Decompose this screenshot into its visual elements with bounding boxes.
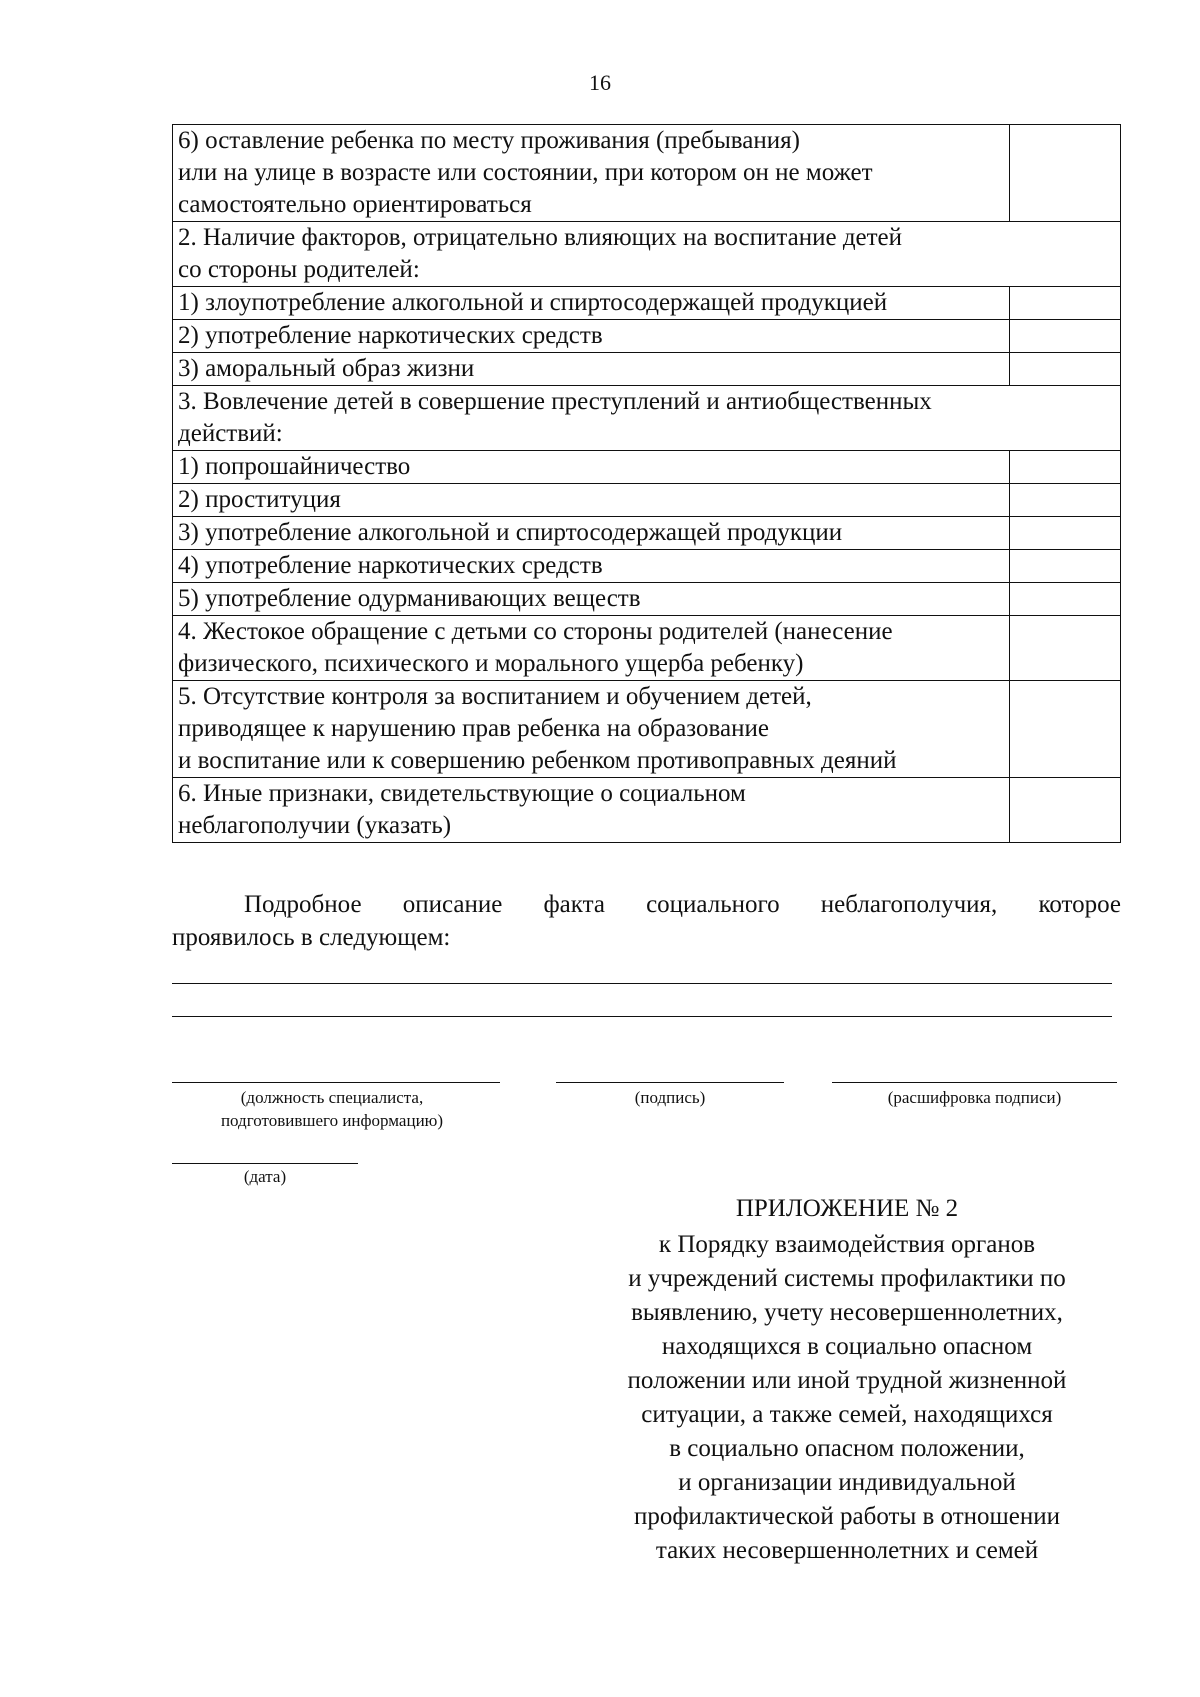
- table-row: [173, 616, 1121, 681]
- table-row: [173, 583, 1121, 616]
- description-line-2: проявилось в следующем:: [172, 924, 451, 951]
- criterion-cell: 3) употребление алкогольной и спиртосодержащей продукции: [173, 517, 1010, 550]
- table-row: [173, 320, 1121, 353]
- description-line-1: Подробное описание факта социального неблагополучия, которое: [244, 891, 1121, 918]
- mark-cell[interactable]: [1010, 353, 1121, 386]
- table-row: [173, 517, 1121, 550]
- criterion-cell: 5) употребление одурманивающих веществ: [173, 583, 1010, 616]
- criterion-cell: 4. Жестокое обращение с детьми со стороны родителей (нанесение физического, психического и морального ущерба ребенку): [173, 616, 1010, 681]
- signature-caption: (подпись): [634, 1088, 706, 1107]
- position-caption: (должность специалиста, подготовившего информацию): [220, 1088, 444, 1130]
- page-number: 16: [589, 70, 611, 95]
- table-row: [173, 353, 1121, 386]
- section-heading-cell: 3. Вовлечение детей в совершение преступлений и антиобщественных действий:: [173, 386, 1121, 451]
- table-row: [173, 386, 1121, 451]
- criterion-cell: 1) попрошайничество: [173, 451, 1010, 484]
- decoding-signature-line[interactable]: [832, 1082, 1117, 1083]
- criterion-cell: 4) употребление наркотических средств: [173, 550, 1010, 583]
- table-row: [173, 222, 1121, 287]
- table-row: [173, 451, 1121, 484]
- mark-cell[interactable]: [1010, 125, 1121, 222]
- table-row: [173, 484, 1121, 517]
- date-line[interactable]: [172, 1163, 358, 1164]
- criterion-cell: 2) употребление наркотических средств: [173, 320, 1010, 353]
- table-row: [173, 778, 1121, 843]
- fill-line-1[interactable]: [172, 983, 1112, 984]
- criterion-cell: 2) проституция: [173, 484, 1010, 517]
- decoding-caption: (расшифровка подписи): [887, 1088, 1062, 1107]
- criterion-cell: 6) оставление ребенка по месту проживания (пребывания) или на улице в возрасте или состоянии, при котором он не может самостоятельно ориентироваться: [173, 125, 1010, 222]
- mark-cell[interactable]: [1010, 616, 1121, 681]
- mark-cell[interactable]: [1010, 484, 1121, 517]
- mark-cell[interactable]: [1010, 583, 1121, 616]
- signature-line[interactable]: [556, 1082, 784, 1083]
- table-row: [173, 125, 1121, 222]
- appendix-body: к Порядку взаимодействия органов и учреждений системы профилактики по выявлению, учету несовершеннолетних, находящихся в социально опасном положении или иной трудной жизненной ситуации, а также семей, находящихся в социально опасном положении, и организации индивидуальной профилактической работы в отношении таких несовершеннолетних и семей: [627, 1231, 1067, 1564]
- criterion-cell: 6. Иные признаки, свидетельствующие о социальном неблагополучии (указать): [173, 778, 1010, 843]
- mark-cell[interactable]: [1010, 320, 1121, 353]
- table-row: [173, 287, 1121, 320]
- mark-cell[interactable]: [1010, 550, 1121, 583]
- criterion-cell: 1) злоупотребление алкогольной и спиртосодержащей продукцией: [173, 287, 1010, 320]
- table-row: [173, 681, 1121, 778]
- appendix-title: ПРИЛОЖЕНИЕ № 2: [735, 1195, 959, 1222]
- criterion-cell: 3) аморальный образ жизни: [173, 353, 1010, 386]
- criteria-table: [172, 124, 1121, 843]
- criterion-cell: 5. Отсутствие контроля за воспитанием и обучением детей, приводящее к нарушению прав ребенка на образование и воспитание или к совершению ребенком противоправных деяний: [173, 681, 1010, 778]
- fill-line-2[interactable]: [172, 1016, 1112, 1017]
- position-signature-line[interactable]: [172, 1082, 500, 1083]
- section-heading-cell: 2. Наличие факторов, отрицательно влияющих на воспитание детей со стороны родителей:: [173, 222, 1121, 287]
- mark-cell[interactable]: [1010, 778, 1121, 843]
- mark-cell[interactable]: [1010, 517, 1121, 550]
- mark-cell[interactable]: [1010, 451, 1121, 484]
- table-row: [173, 550, 1121, 583]
- date-caption: (дата): [243, 1167, 287, 1186]
- mark-cell[interactable]: [1010, 681, 1121, 778]
- mark-cell[interactable]: [1010, 287, 1121, 320]
